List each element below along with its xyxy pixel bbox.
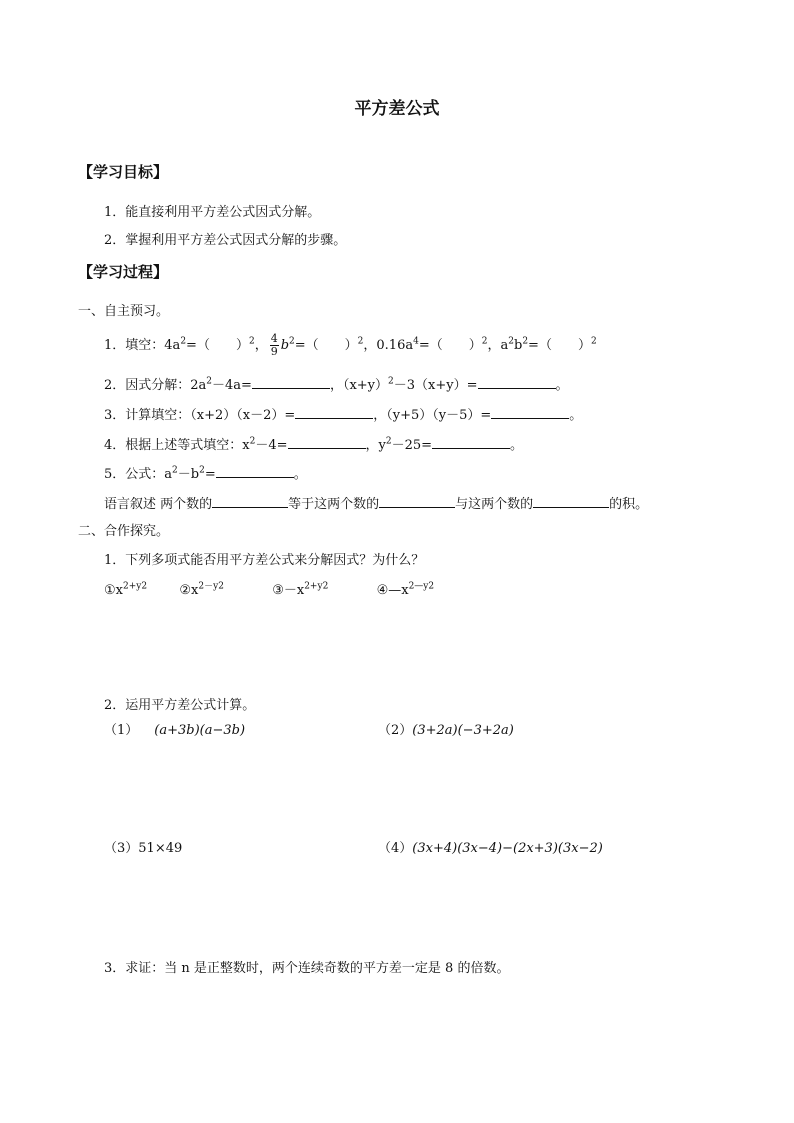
exercise-4 [378,840,603,858]
answer-blank[interactable] [478,374,556,389]
option-1 [104,583,147,598]
q2-end: 。 [555,378,569,393]
q3-end: 。 [569,408,583,423]
part1-q4 [104,434,523,455]
q5-rest: －b [177,467,200,482]
option-4-sup2: 2 [428,581,435,592]
q4-label: 4．根据上述等式填空：x [104,438,250,453]
exercise-1 [104,722,245,740]
part1-q2 [104,374,569,395]
q4-mid: ，y [365,438,386,453]
option-2-sup2: 2 [218,581,224,592]
answer-blank[interactable] [379,493,455,508]
q1-sup: 2 [522,336,529,347]
part1-q1: 1．填空：$4a^2=$（ ）$^2$， $\frac{4}{9}$ $b^2=$（ ）$^2$，$0.16a^4=$（ ）$^2$，$a^2b^2=$（ ）$^2$ [104,332,597,358]
option-1-sup: 2+y [123,581,142,592]
exercise-number: （1） [104,723,139,738]
q1-sup: 2 [590,336,597,347]
q5-rest2: = [204,467,216,482]
q1-blank-3: =（ ） [418,338,482,353]
part1-heading: 一、自主预习。 [78,304,170,319]
option-2 [179,583,224,598]
page-title: 平方差公式 [354,99,440,119]
option-4-sup: 2—y [408,581,429,592]
exercise-expression: (3x+4)(3x−4)−(2x+3)(3x−2) [412,841,603,856]
answer-blank[interactable] [216,463,294,478]
q1-term-a: 4a [164,338,181,353]
q2-rest: －4a= [212,378,252,393]
q4-rest: －4= [255,438,288,453]
answer-blank[interactable] [491,404,569,419]
q1-label: 1．填空： [104,338,165,353]
part1-q3 [104,404,582,425]
part2-q1-label: 1．下列多项式能否用平方差公式来分解因式？为什么？ [104,553,425,568]
answer-blank[interactable] [212,493,288,508]
part1-q5 [104,463,307,484]
exercise-3 [104,840,182,858]
answer-blank[interactable] [288,434,366,449]
q2-label: 2．因式分解：2a [104,378,207,393]
q5-label: 5．公式：a [104,467,173,482]
exercise-number: （3） [104,841,139,856]
q3-mid: ，（y+5）（y－5）= [373,408,492,423]
part2-heading: 二、合作探究。 [78,524,170,539]
q2-sup: 2 [206,376,213,387]
q1-term-c: ，0.16a [363,338,414,353]
part1-q6 [104,493,648,514]
option-3 [272,583,328,598]
q3-label: 3．计算填空：（x+2）（x－2）= [104,408,296,423]
part2-q1-options [104,582,434,600]
option-2-sup: 2－y [198,581,219,592]
q6-text-a: 语言叙述 两个数的 [104,497,213,512]
q1-blank-2: =（ ） [294,338,358,353]
q2-sup: 2 [388,376,394,387]
q4-sup: 2 [249,436,256,447]
q1-term-b: b [280,338,290,353]
exercise-number: （4） [378,841,413,856]
q6-text-b: 等于这两个数的 [288,497,380,512]
q2-mid: ，（x+y） [329,378,389,393]
exercise-number: （2） [378,723,413,738]
q1-term-d2: b [513,338,523,353]
answer-blank[interactable] [533,493,609,508]
option-4-text: ④—x [376,583,409,598]
exercise-expression: (3+2a)(−3+2a) [412,723,514,738]
q4-sup: 2 [385,436,392,447]
q1-sup: 2 [248,336,255,347]
part2-q2-label: 2．运用平方差公式计算。 [104,698,256,713]
answer-blank[interactable] [432,434,510,449]
q1-term-d: ，a [487,338,509,353]
q1-sup: 2 [481,336,488,347]
fraction-denominator: 9 [270,345,278,358]
q4-end: 。 [510,438,524,453]
q2-rest2: －3（x+y）= [393,378,478,393]
q1-sup: 2 [357,336,364,347]
exercise-expression: 51×49 [138,841,183,856]
q1-sup: 2 [180,336,187,347]
option-3-sup2: 2 [322,581,329,592]
q5-sup: 2 [199,465,205,476]
exercise-expression: (a+3b)(a−3b) [154,723,246,738]
q6-text-d: 的积。 [609,497,649,512]
exercise-2 [378,722,514,740]
goal-item-1: 1．能直接利用平方差公式因式分解。 [104,205,321,220]
q1-sup: 2 [508,336,514,347]
q5-end: 。 [293,467,307,482]
q1-fraction [270,333,279,358]
part2-q3: 3．求证：当 n 是正整数时，两个连续奇数的平方差一定是 8 的倍数。 [104,961,510,976]
option-1-sup2: 2 [141,581,148,592]
option-3-text: ③－x [272,583,305,598]
q1-sup: 2 [289,336,295,347]
section-heading-process: 【学习过程】 [78,263,169,281]
q1-blank-4: =（ ） [528,338,591,353]
option-2-text: ②x [179,583,199,598]
option-1-text: ①x [104,583,123,598]
q1-blank-1: =（ ） [186,338,249,353]
fraction-numerator: 4 [270,332,278,345]
q5-sup: 2 [172,465,178,476]
option-4 [377,583,435,598]
q4-rest2: －25= [391,438,433,453]
section-heading-goals: 【学习目标】 [78,163,169,181]
q6-text-c: 与这两个数的 [455,497,534,512]
answer-blank[interactable] [252,374,330,389]
answer-blank[interactable] [295,404,373,419]
q1-sup: 4 [413,336,419,347]
option-3-sup: 2+y [304,581,323,592]
goal-item-2: 2．掌握利用平方差公式因式分解的步骤。 [104,233,347,248]
